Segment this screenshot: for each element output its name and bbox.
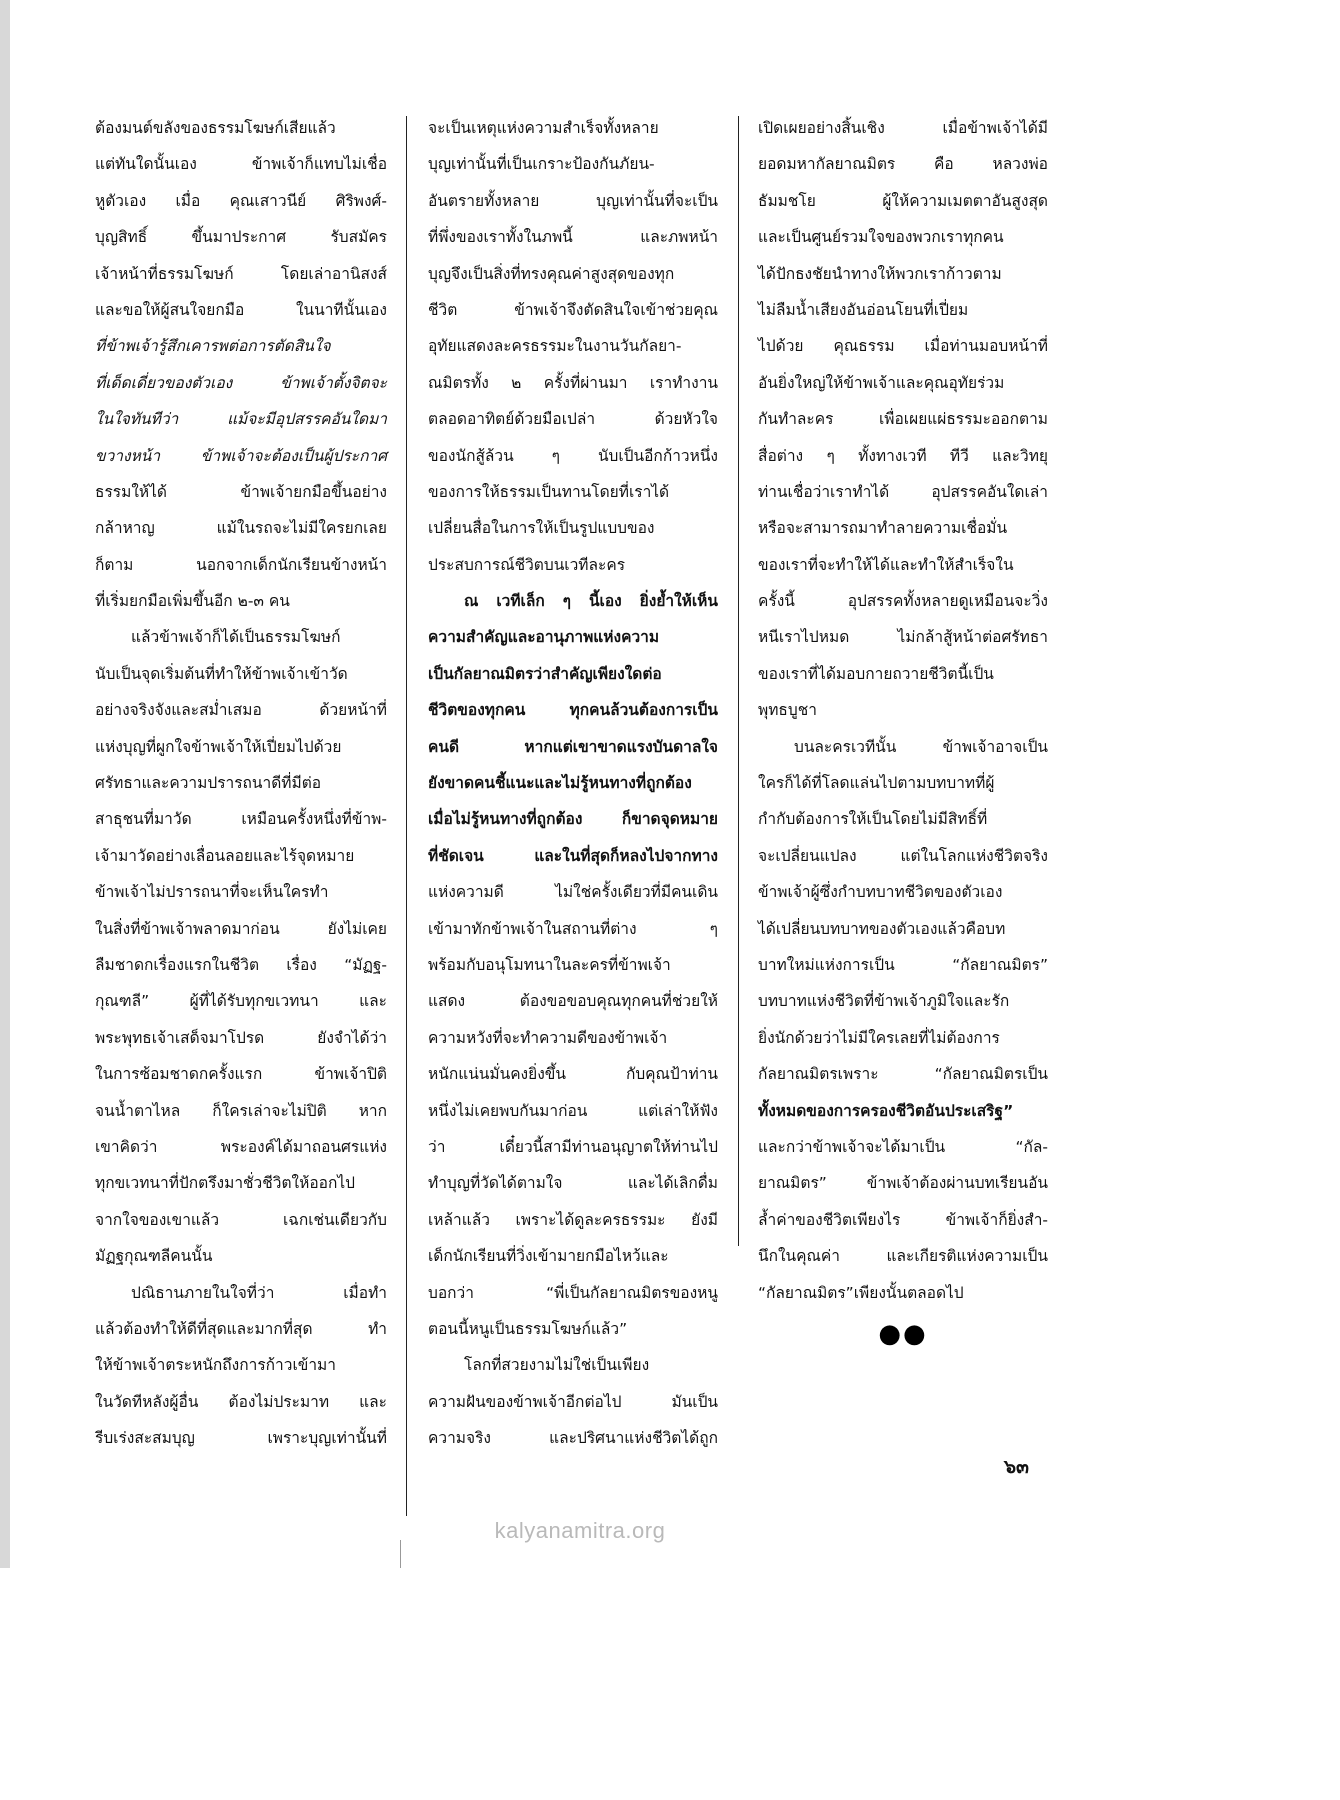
text-line: กุณฑลี” ผู้ที่ได้รับทุกขเวทนา และ <box>95 992 387 1011</box>
text-line: นึกในคุณค่า และเกียรติแห่งความเป็น <box>758 1247 1048 1266</box>
text-line: บาทใหม่แห่งการเป็น “กัลยาณมิตร” <box>758 955 1048 974</box>
text-line: ทุกขเวทนาที่ปักตรึงมาชั่วชีวิตให้ออกไป <box>95 1174 355 1193</box>
text-line: บุญเท่านั้นที่เป็นเกราะป้องกันภัยน- <box>428 155 655 174</box>
text-line: แห่งความดี ไม่ใช่ครั้งเดียวที่มีคนเดิน <box>428 883 718 902</box>
scan-mark <box>400 1540 401 1568</box>
text-line: ของเราที่จะทำให้ได้และทำให้สำเร็จใน <box>758 555 1014 574</box>
text-line: หนึ่งไม่เคยพบกันมาก่อน แต่เล่าให้ฟัง <box>428 1101 718 1120</box>
text-line: นับเป็นจุดเริ่มต้นที่ทำให้ข้าพเจ้าเข้าวัด <box>95 664 348 683</box>
text-line: เหล้าแล้ว เพราะได้ดูละครธรรมะ ยังมี <box>428 1210 718 1229</box>
text-line: ที่เริ่มยกมือเพิ่มขึ้นอีก ๒-๓ คน <box>95 592 290 611</box>
text-line: อุทัยแสดงละครธรรมะในงานวันกัลยา- <box>428 337 682 356</box>
text-line: เมื่อไม่รู้หนทางที่ถูกต้อง ก็ขาดจุดหมาย <box>428 810 718 829</box>
text-line: อันยิ่งใหญ่ให้ข้าพเจ้าและคุณอุทัยร่วม <box>758 373 1005 392</box>
text-line: ท่านเชื่อว่าเราทำได้ อุปสรรคอันใดเล่า <box>758 482 1048 501</box>
column-divider-1 <box>406 116 407 1516</box>
text-line: ยังขาดคนชี้แนะและไม่รู้หนทางที่ถูกต้อง <box>428 774 692 793</box>
text-line: จากใจของเขาแล้ว เฉกเช่นเดียวกับ <box>95 1210 387 1229</box>
text-line: บุญจึงเป็นสิ่งที่ทรงคุณค่าสูงสุดของทุก <box>428 264 675 283</box>
text-line: แล้วข้าพเจ้าก็ได้เป็นธรรมโฆษก์ <box>131 628 341 647</box>
text-line: เขาคิดว่า พระองค์ได้มาถอนศรแห่ง <box>95 1137 387 1156</box>
text-line: เป็นกัลยาณมิตรว่าสำคัญเพียงใดต่อ <box>428 664 662 683</box>
text-line: ได้เปลี่ยนบทบาทของตัวเองแล้วคือบท <box>758 919 1006 938</box>
text-line: ศรัทธาและความปรารถนาดีที่มีต่อ <box>95 774 322 793</box>
text-line: ที่พึ่งของเราทั้งในภพนี้ และภพหน้า <box>428 228 718 247</box>
text-line: โลกที่สวยงามไม่ใช่เป็นเพียง <box>464 1356 650 1375</box>
text-line: ใครก็ได้ที่โลดแล่นไปตามบทบาทที่ผู้ <box>758 774 995 793</box>
text-line: มัฏฐกุณฑลีคนนั้น <box>95 1247 213 1266</box>
text-line: ตอนนี้หนูเป็นธรรมโฆษก์แล้ว” <box>428 1319 628 1338</box>
text-line: สื่อต่าง ๆ ทั้งทางเวที ทีวี และวิทยุ <box>758 446 1048 465</box>
text-line: ปณิธานภายในใจที่ว่า เมื่อทำ <box>131 1283 387 1302</box>
text-line: ชีวิต ข้าพเจ้าจึงตัดสินใจเข้าช่วยคุณ <box>428 300 718 319</box>
text-line: กัลยาณมิตรเพราะ “กัลยาณมิตรเป็น <box>758 1065 1048 1084</box>
text-line: อย่างจริงจังและสม่ำเสมอ ด้วยหน้าที่ <box>95 701 387 720</box>
text-line: รีบเร่งสะสมบุญ เพราะบุญเท่านั้นที่ <box>95 1429 387 1448</box>
text-line: ต้องมนต์ขลังของธรรมโฆษก์เสียแล้ว <box>95 119 336 137</box>
article-end-mark: ●● <box>878 1318 928 1349</box>
text-line: ความจริง และปริศนาแห่งชีวิตได้ถูก <box>428 1429 718 1448</box>
text-line: กล้าหาญ แม้ในรถจะไม่มีใครยกเลย <box>95 519 387 538</box>
text-line: ข้าพเจ้าผู้ซึ่งกำบทบาทชีวิตของตัวเอง <box>758 883 1003 902</box>
text-column-2 <box>428 110 718 1456</box>
text-line: ที่ข้าพเจ้ารู้สึกเคารพต่อการตัดสินใจ <box>95 337 331 356</box>
text-line: ยอดมหากัลยาณมิตร คือ หลวงพ่อ <box>758 155 1048 174</box>
text-line: จะเป็นเหตุแห่งความสำเร็จทั้งหลาย <box>428 119 659 137</box>
text-line: แสดง ต้องขอขอบคุณทุกคนที่ช่วยให้ <box>428 992 718 1011</box>
text-line: ความฝันของข้าพเจ้าอีกต่อไป มันเป็น <box>428 1392 718 1411</box>
page-number: ๖๓ <box>1004 1456 1030 1478</box>
text-line: ทำบุญที่วัดได้ตามใจ และได้เลิกดื่ม <box>428 1174 718 1193</box>
text-column-3 <box>758 110 1048 1349</box>
text-line: และกว่าข้าพเจ้าจะได้มาเป็น “กัล- <box>758 1137 1048 1156</box>
text-line: เจ้าหน้าที่ธรรมโฆษก์ โดยเล่าอานิสงส์ <box>95 264 387 283</box>
text-line: ความสำคัญและอานุภาพแห่งความ <box>428 628 660 647</box>
text-line: เด็กนักเรียนที่วิ่งเข้ามายกมือไหว้และ <box>428 1247 669 1266</box>
text-line: และขอให้ผู้สนใจยกมือ ในนาทีนั้นเอง <box>95 300 387 319</box>
text-line: บนละครเวทีนั้น ข้าพเจ้าอาจเป็น <box>794 737 1048 756</box>
text-line: ที่ชัดเจน และในที่สุดก็หลงไปจากทาง <box>428 846 718 865</box>
text-line: พุทธบูชา <box>758 701 817 720</box>
text-line: ทั้งหมดของการครองชีวิตอันประเสริฐ” <box>758 1101 1014 1120</box>
text-line: ประสบการณ์ชีวิตบนเวทีละคร <box>428 555 626 574</box>
text-line: ของนักสู้ล้วน ๆ นับเป็นอีกก้าวหนึ่ง <box>428 446 718 465</box>
watermark: kalyanamitra.org <box>494 1518 666 1543</box>
text-line: เปิดเผยอย่างสิ้นเชิง เมื่อข้าพเจ้าได้มี <box>758 119 1048 137</box>
text-line: บทบาทแห่งชีวิตที่ข้าพเจ้าภูมิใจและรัก <box>758 992 1010 1011</box>
text-line: ของเราที่ได้มอบกายถวายชีวิตนี้เป็น <box>758 664 994 683</box>
text-line: แห่งบุญที่ผูกใจข้าพเจ้าให้เปี่ยมไปด้วย <box>95 737 342 756</box>
text-line: เจ้ามาวัดอย่างเลื่อนลอยและไร้จุดหมาย <box>95 846 355 865</box>
text-line: แล้วต้องทำให้ดีที่สุดและมากที่สุด ทำ <box>95 1319 387 1338</box>
text-line: ของการให้ธรรมเป็นทานโดยที่เราได้ <box>428 482 670 501</box>
text-line: ตลอดอาทิตย์ด้วยมือเปล่า ด้วยหัวใจ <box>428 410 718 429</box>
text-line: ที่เด็ดเดี่ยวของตัวเอง ข้าพเจ้าตั้งจิตจะ <box>95 373 387 392</box>
text-line: ข้าพเจ้าไม่ปรารถนาที่จะเห็นใครทำ <box>95 883 329 902</box>
text-line: บุญสิทธิ์ ขึ้นมาประกาศ รับสมัคร <box>95 228 387 247</box>
text-line: บอกว่า “พี่เป็นกัลยาณมิตรของหนู <box>428 1283 718 1302</box>
text-line: ความหวังที่จะทำความดีของข้าพเจ้า <box>428 1028 668 1047</box>
text-line: ยาณมิตร” ข้าพเจ้าต้องผ่านบทเรียนอัน <box>758 1174 1048 1193</box>
text-line: กำกับต้องการให้เป็นโดยไม่มีสิทธิ์ที่ <box>758 810 988 829</box>
text-line: ขวางหน้า ข้าพเจ้าจะต้องเป็นผู้ประกาศ <box>95 446 387 465</box>
text-line: อันตรายทั้งหลาย บุญเท่านั้นที่จะเป็น <box>428 191 718 210</box>
text-line: ในสิ่งที่ข้าพเจ้าพลาดมาก่อน ยังไม่เคย <box>95 919 387 938</box>
scan-left-edge <box>0 0 10 1568</box>
text-line: ในการซ้อมชาดกครั้งแรก ข้าพเจ้าปิติ <box>95 1065 387 1084</box>
text-line: ณมิตรทั้ง ๒ ครั้งที่ผ่านมา เราทำงาน <box>428 373 718 392</box>
text-line: ก็ตาม นอกจากเด็กนักเรียนข้างหน้า <box>95 555 387 574</box>
text-line: กันทำละคร เพื่อเผยแผ่ธรรมะออกตาม <box>758 410 1048 429</box>
text-line: ในวัดทีหลังผู้อื่น ต้องไม่ประมาท และ <box>95 1392 387 1411</box>
text-line: จะเปลี่ยนแปลง แต่ในโลกแห่งชีวิตจริง <box>758 846 1048 865</box>
text-line: หนักแน่นมั่นคงยิ่งขึ้น กับคุณป้าท่าน <box>428 1065 718 1084</box>
text-line: สาธุชนที่มาวัด เหมือนครั้งหนึ่งที่ข้าพ- <box>95 810 387 829</box>
text-line: พร้อมกับอนุโมทนาในละครที่ข้าพเจ้า <box>428 955 671 974</box>
text-line: ลืมชาดกเรื่องแรกในชีวิต เรื่อง “มัฏฐ- <box>95 955 387 974</box>
text-line: หูตัวเอง เมื่อ คุณเสาวนีย์ ศิริพงศ์- <box>95 191 387 210</box>
text-line: เข้ามาทักข้าพเจ้าในสถานที่ต่าง ๆ <box>428 919 718 938</box>
text-line: จนน้ำตาไหล ก็ใครเล่าจะไม่ปิติ หาก <box>95 1101 387 1120</box>
text-line: เปลี่ยนสื่อในการให้เป็นรูปแบบของ <box>428 519 655 538</box>
text-line: ณ เวทีเล็ก ๆ นี้เอง ยิ่งย้ำให้เห็น <box>464 592 718 611</box>
text-line: ให้ข้าพเจ้าตระหนักถึงการก้าวเข้ามา <box>95 1356 336 1375</box>
text-line: ในใจทันทีว่า แม้จะมีอุปสรรคอันใดมา <box>95 410 387 429</box>
text-line: ครั้งนี้ อุปสรรคทั้งหลายดูเหมือนจะวิ่ง <box>758 592 1048 611</box>
text-column-1 <box>95 110 387 1456</box>
text-line: ธัมมชโย ผู้ให้ความเมตตาอันสูงสุด <box>758 191 1048 210</box>
text-line: คนดี หากแต่เขาขาดแรงบันดาลใจ <box>428 737 718 756</box>
column-divider-2 <box>738 116 739 1246</box>
text-line: หรือจะสามารถมาทำลายความเชื่อมั่น <box>758 519 1008 538</box>
text-line: ล้ำค่าของชีวิตเพียงไร ข้าพเจ้าก็ยิ่งสำ- <box>758 1210 1048 1229</box>
text-line: ไม่ลืมน้ำเสียงอันอ่อนโยนที่เปี่ยม <box>758 300 969 319</box>
text-line: ว่า เดี๋ยวนี้สามีท่านอนุญาตให้ท่านไป <box>428 1137 718 1156</box>
text-line: และเป็นศูนย์รวมใจของพวกเราทุกคน <box>758 228 1004 247</box>
text-line: พระพุทธเจ้าเสด็จมาโปรด ยังจำได้ว่า <box>95 1028 387 1047</box>
text-line: ยิ่งนักด้วยว่าไม่มีใครเลยที่ไม่ต้องการ <box>758 1028 1000 1047</box>
text-line: ธรรมให้ได้ ข้าพเจ้ายกมือขึ้นอย่าง <box>95 482 387 501</box>
text-line: ได้ปักธงชัยนำทางให้พวกเราก้าวตาม <box>758 264 1002 283</box>
text-line: ชีวิตของทุกคน ทุกคนล้วนต้องการเป็น <box>428 701 718 720</box>
text-line: ไปด้วย คุณธรรม เมื่อท่านมอบหน้าที่ <box>758 337 1048 356</box>
text-line: “กัลยาณมิตร”เพียงนั้นตลอดไป <box>758 1283 964 1302</box>
text-line: หนีเราไปหมด ไม่กล้าสู้หน้าต่อศรัทธา <box>758 628 1048 647</box>
text-line: แต่ทันใดนั้นเอง ข้าพเจ้าก็แทบไม่เชื่อ <box>95 155 387 174</box>
